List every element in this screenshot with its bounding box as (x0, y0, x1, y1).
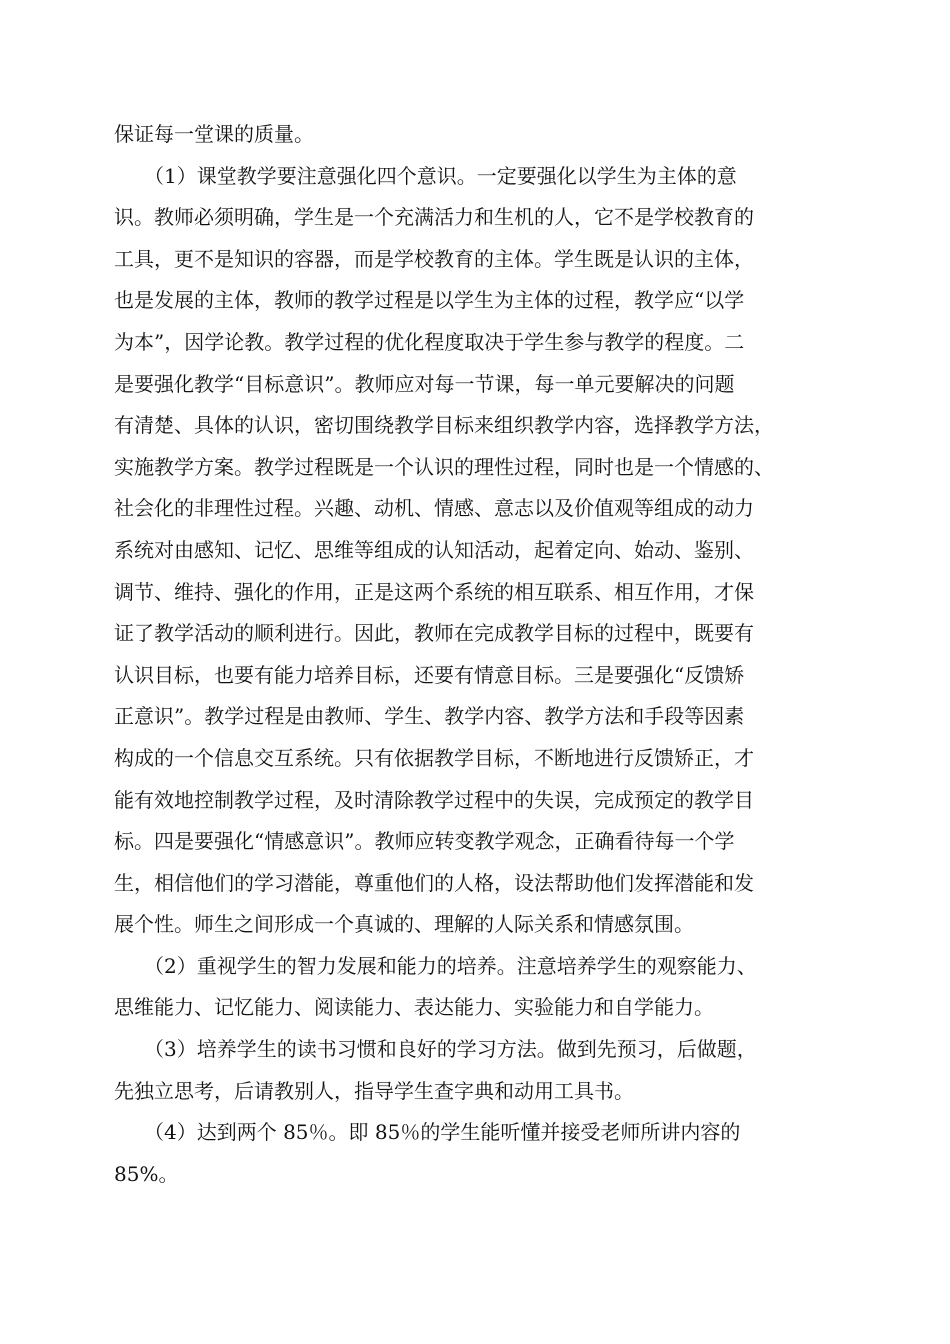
text-line: 证了教学活动的顺利进行。因此，教师在完成教学目标的过程中，既要有 (114, 621, 754, 646)
paragraph (114, 1029, 836, 1112)
text-line: 保证每一堂课的质量。 (114, 122, 314, 146)
text-line: 标。四是要强化“情感意识”。教师应转变教学观念，正确看待每一个学 (114, 829, 735, 854)
text-line: 社会化的非理性过程。兴趣、动机、情感、意志以及价值观等组成的动力 (114, 496, 754, 521)
text-line: 识。教师必须明确，学生是一个充满活力和生机的人，它不是学校教育的 (114, 205, 754, 230)
text-line: 为本”，因学论教。教学过程的优化程度取决于学生参与教学的程度。二 (114, 329, 745, 354)
paragraph (114, 114, 836, 156)
text-line: 正意识”。教学过程是由教师、学生、教学内容、教学方法和手段等因素 (114, 704, 745, 729)
text-line: 85%。 (114, 1161, 179, 1186)
text-line: 能有效地控制教学过程，及时清除教学过程中的失误，完成预定的教学目 (114, 787, 754, 812)
paragraph (114, 1112, 836, 1195)
text-line: 思维能力、记忆能力、阅读能力、表达能力、实验能力和自学能力。 (114, 995, 714, 1020)
text-line: 实施教学方案。教学过程既是一个认识的理性过程，同时也是一个情感的、 (114, 454, 774, 479)
text-line: 认识目标，也要有能力培养目标，还要有情意目标。三是要强化“反馈矫 (114, 662, 745, 687)
text-line: 是要强化教学“目标意识”。教师应对每一节课，每一单元要解决的问题 (114, 371, 735, 396)
text-line: 也是发展的主体，教师的教学过程是以学生为主体的过程，教学应“以学 (114, 288, 745, 313)
text-line: 展个性。师生之间形成一个真诚的、理解的人际关系和情感氛围。 (114, 912, 694, 937)
text-line: （2）重视学生的智力发展和能力的培养。注意培养学生的观察能力、 (114, 953, 757, 978)
paragraph (114, 156, 836, 946)
body-text (114, 114, 836, 1195)
text-line: 工具，更不是知识的容器，而是学校教育的主体。学生既是认识的主体， (114, 246, 754, 271)
text-line: （3）培养学生的读书习惯和良好的学习方法。做到先预习，后做题， (114, 1037, 757, 1062)
text-line: 构成的一个信息交互系统。只有依据教学目标，不断地进行反馈矫正，才 (114, 745, 754, 770)
text-line: 先独立思考，后请教别人，指导学生查字典和动用工具书。 (114, 1078, 634, 1103)
paragraph (114, 946, 836, 1029)
text-line: 调节、维持、强化的作用，正是这两个系统的相互联系、相互作用，才保 (114, 579, 754, 604)
text-line: （4）达到两个 85％。即 85％的学生能听懂并接受老师所讲内容的 (114, 1120, 741, 1145)
text-line: 系统对由感知、记忆、思维等组成的认知活动，起着定向、始动、鉴别、 (114, 537, 754, 562)
text-line: 有清楚、具体的认识，密切围绕教学目标来组织教学内容，选择教学方法， (114, 413, 774, 438)
text-line: 生，相信他们的学习潜能，尊重他们的人格，设法帮助他们发挥潜能和发 (114, 870, 754, 895)
text-line: （1）课堂教学要注意强化四个意识。一定要强化以学生为主体的意 (114, 163, 737, 188)
